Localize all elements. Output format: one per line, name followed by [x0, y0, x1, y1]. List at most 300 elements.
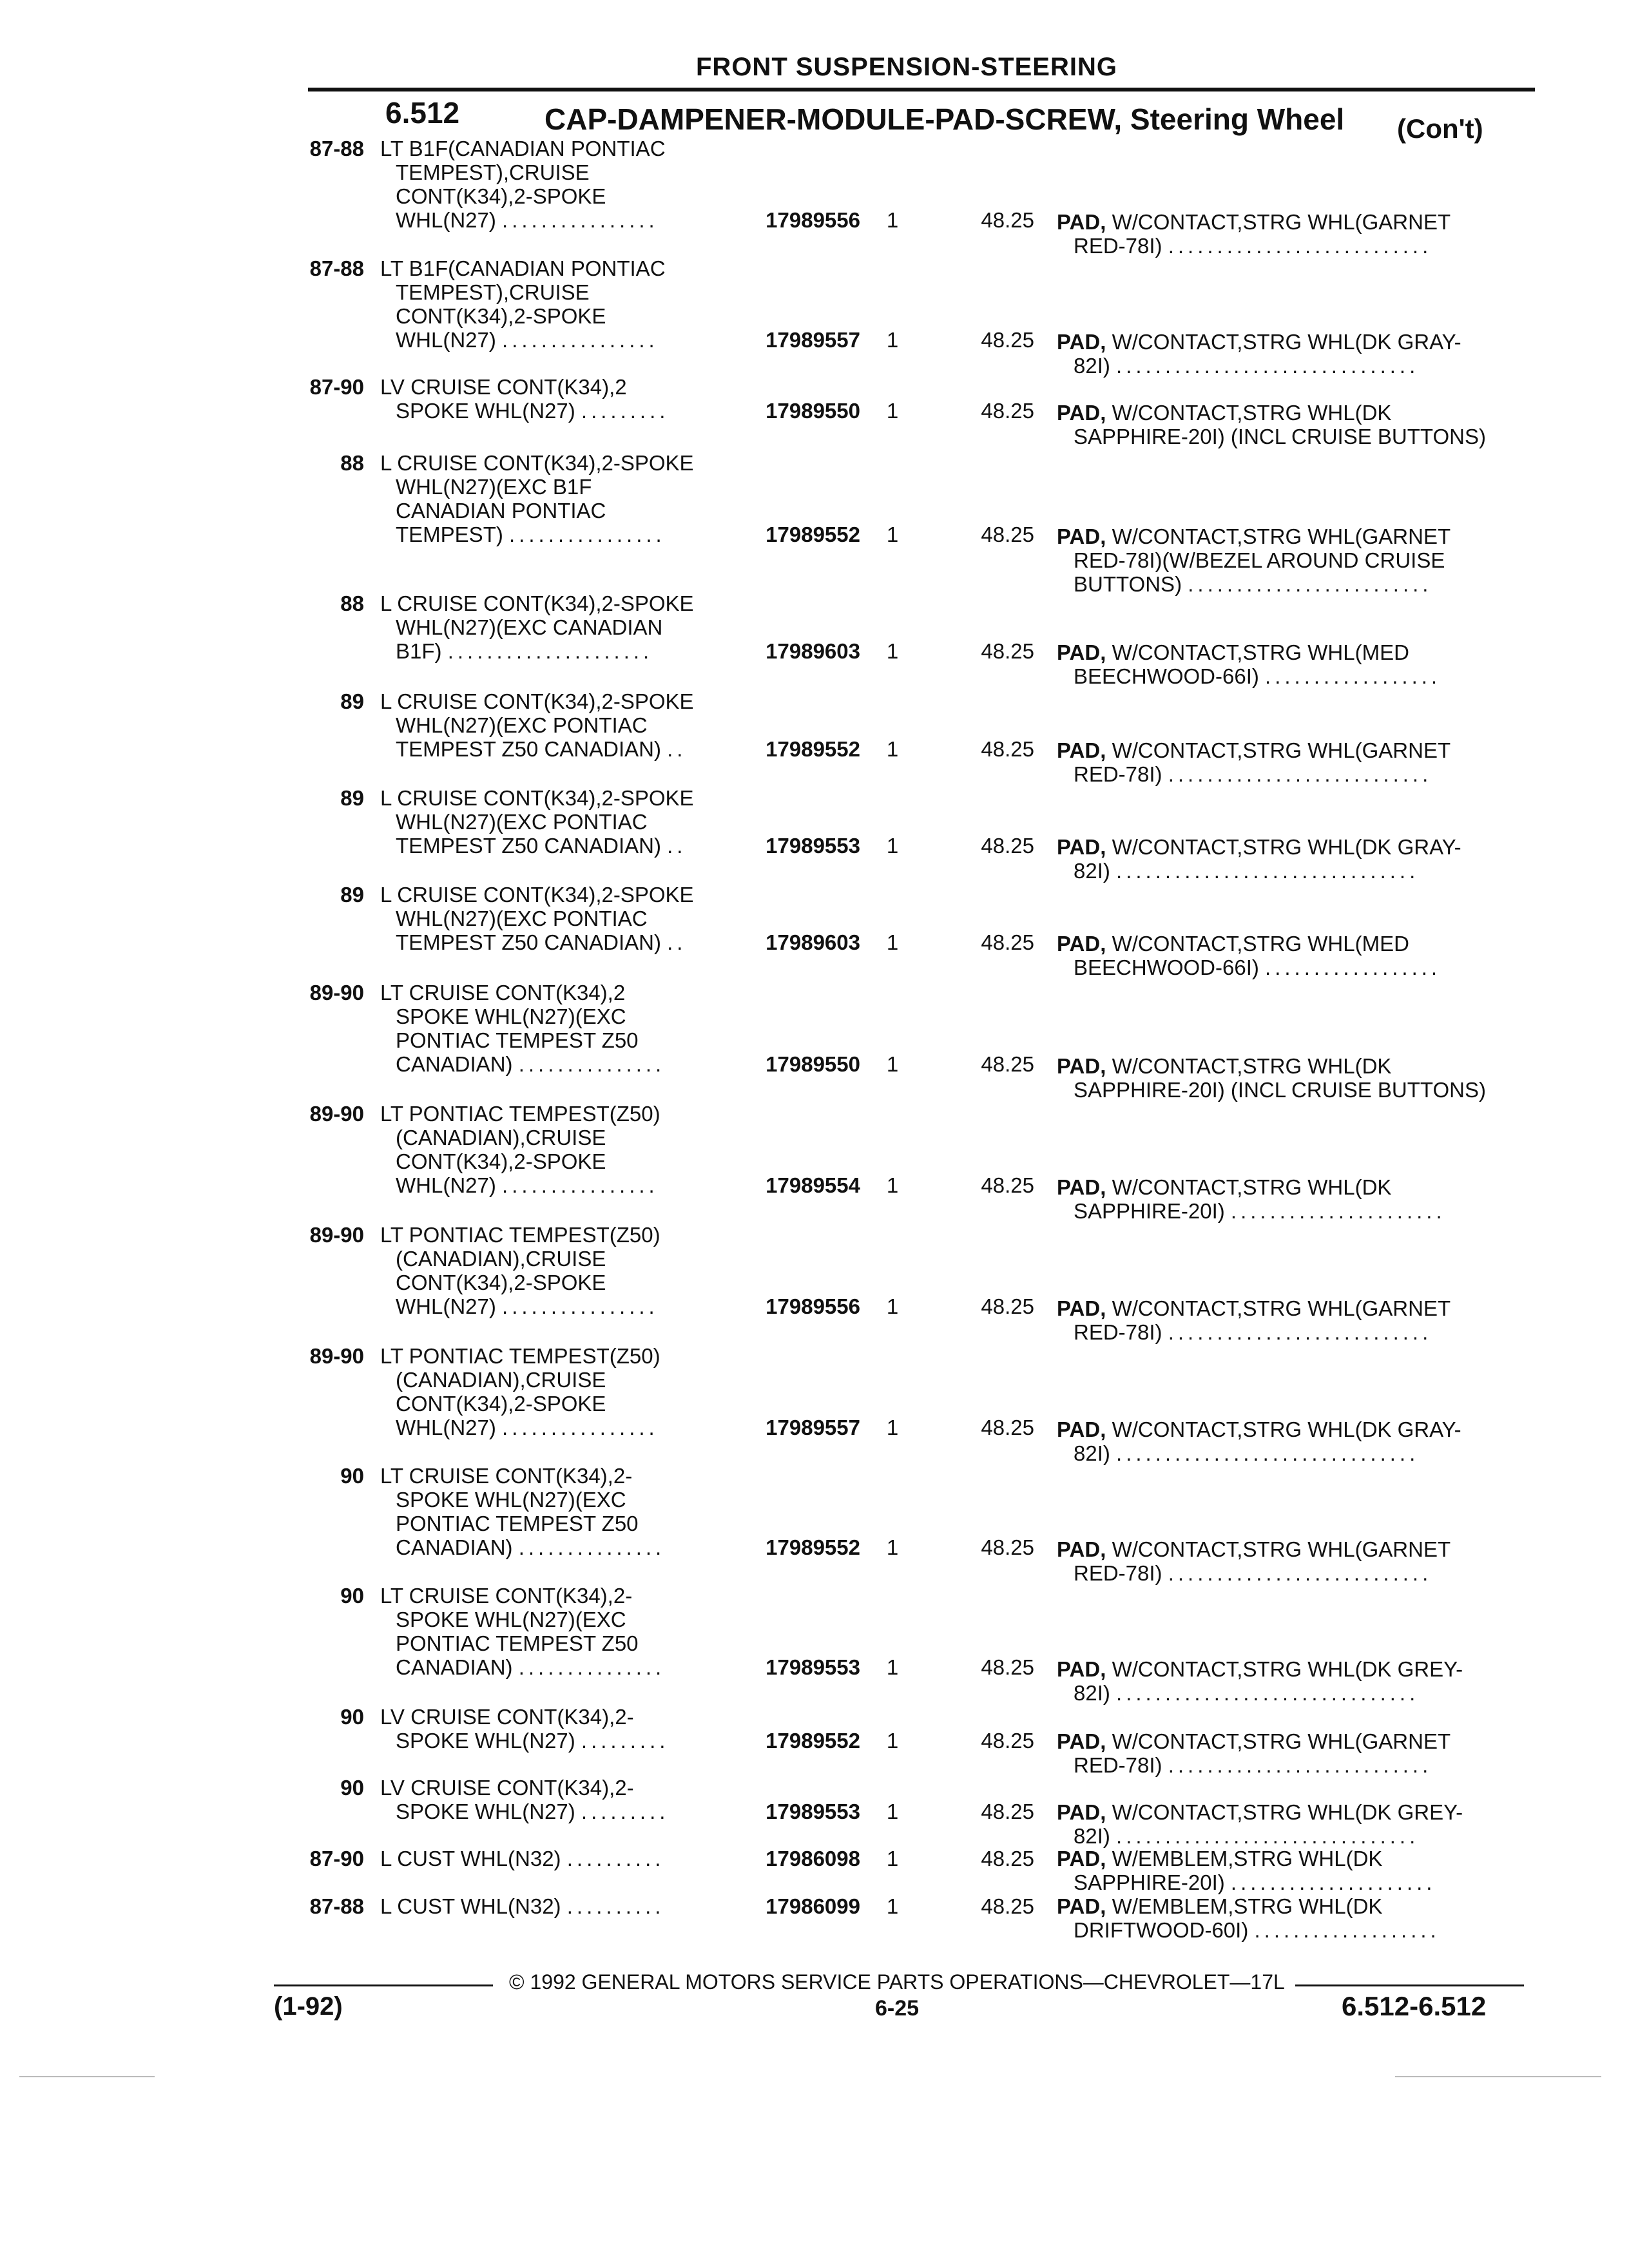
quantity: 1: [886, 834, 899, 858]
description-line: [380, 1729, 715, 1753]
description-line: [380, 737, 715, 761]
part-description: [1057, 1296, 1534, 1344]
application-description: [380, 1894, 715, 1918]
description-line: [380, 883, 715, 907]
leader-dots: .....................: [447, 639, 653, 663]
part-description-text: DRIFTWOOD-60I): [1074, 1918, 1249, 1942]
part-description-text: W/CONTACT,STRG WHL(DK GRAY-: [1112, 330, 1461, 354]
part-number: 17989603: [766, 930, 860, 954]
application-description: [380, 1776, 715, 1823]
model-year: 90: [340, 1464, 364, 1488]
part-description-line: [1057, 664, 1534, 688]
leader-dots: ...........................: [1168, 234, 1432, 258]
footer-date-code: (1-92): [274, 1992, 343, 2021]
part-type: PAD,: [1057, 1537, 1106, 1561]
part-description-text: SAPPHIRE-20I): [1074, 1870, 1225, 1894]
leader-dots: .........: [581, 1729, 670, 1753]
description-line: [380, 1705, 715, 1729]
part-description: [1057, 1800, 1534, 1848]
part-number: 17989557: [766, 1416, 860, 1439]
leader-dots: ...............................: [1116, 1441, 1420, 1465]
description-line: [380, 1102, 715, 1126]
part-number: 17989603: [766, 639, 860, 663]
quantity: 1: [886, 639, 899, 663]
part-description: [1057, 1657, 1534, 1705]
quantity: 1: [886, 399, 899, 423]
description-line: [380, 280, 715, 304]
part-description-text: W/CONTACT,STRG WHL(DK GRAY-: [1112, 835, 1461, 859]
description-text: LT B1F(CANADIAN PONTIAC: [380, 256, 666, 280]
part-number: 17989552: [766, 737, 860, 761]
scan-artifact-left: [19, 2076, 155, 2077]
quantity: 1: [886, 208, 899, 232]
model-year: 90: [340, 1584, 364, 1608]
price: 48.25: [981, 1173, 1034, 1197]
part-description-line: [1057, 956, 1534, 979]
leader-dots: ..: [667, 834, 687, 858]
part-description-text: BEECHWOOD-66I): [1074, 664, 1259, 688]
description-line: [380, 1847, 715, 1870]
model-year: 89: [340, 883, 364, 907]
description-line: [380, 981, 715, 1004]
description-text: WHL(N27)(EXC PONTIAC: [396, 907, 648, 930]
footer-section-range: 6.512-6.512: [1342, 1991, 1487, 2021]
description-text: CONT(K34),2-SPOKE: [396, 1149, 606, 1173]
part-type: PAD,: [1057, 1657, 1106, 1681]
model-year: 89: [340, 786, 364, 810]
description-text: TEMPEST),CRUISE: [396, 160, 590, 184]
part-description: [1057, 835, 1534, 883]
description-text: SPOKE WHL(N27): [396, 1729, 575, 1753]
leader-dots: ...............: [518, 1052, 666, 1076]
description-line: [380, 1344, 715, 1368]
quantity: 1: [886, 1294, 899, 1318]
description-line: [380, 1488, 715, 1512]
application-description: [380, 786, 715, 858]
part-type: PAD,: [1057, 835, 1106, 859]
description-text: LT PONTIAC TEMPEST(Z50): [380, 1344, 660, 1368]
page-section-title: FRONT SUSPENSION-STEERING: [696, 53, 1117, 81]
description-text: WHL(N27): [396, 1294, 496, 1318]
part-description: [1057, 640, 1534, 688]
price: 48.25: [981, 328, 1034, 352]
description-text: WHL(N27): [396, 328, 496, 352]
part-description-line: [1057, 1870, 1534, 1894]
price: 48.25: [981, 523, 1034, 546]
description-line: [380, 907, 715, 930]
part-description-text: 82I): [1074, 1681, 1110, 1705]
part-description-text: W/CONTACT,STRG WHL(GARNET: [1112, 1296, 1451, 1320]
part-type: PAD,: [1057, 932, 1106, 956]
application-description: [380, 256, 715, 352]
description-text: PONTIAC TEMPEST Z50: [396, 1631, 639, 1655]
part-description-line: [1057, 1054, 1534, 1078]
description-text: WHL(N27)(EXC B1F: [396, 475, 592, 499]
part-description-line: [1057, 1199, 1534, 1223]
part-description: [1057, 1847, 1534, 1894]
application-description: [380, 981, 715, 1076]
part-number: 17989552: [766, 1729, 860, 1753]
leader-dots: ..........: [566, 1894, 665, 1918]
description-text: TEMPEST Z50 CANADIAN): [396, 737, 661, 761]
leader-dots: ..: [667, 737, 687, 761]
part-type: PAD,: [1057, 1054, 1106, 1078]
description-text: PONTIAC TEMPEST Z50: [396, 1028, 639, 1052]
price: 48.25: [981, 930, 1034, 954]
quantity: 1: [886, 1535, 899, 1559]
leader-dots: ...........................: [1168, 1753, 1432, 1777]
part-type: PAD,: [1057, 640, 1106, 664]
leader-dots: ................: [502, 1173, 659, 1197]
description-text: LT CRUISE CONT(K34),2-: [380, 1584, 633, 1608]
description-text: CONT(K34),2-SPOKE: [396, 1392, 606, 1416]
part-number: 17989550: [766, 399, 860, 423]
part-type: PAD,: [1057, 210, 1106, 234]
description-text: WHL(N27): [396, 208, 496, 232]
description-line: [380, 1416, 715, 1439]
part-description-text: W/CONTACT,STRG WHL(GARNET: [1112, 738, 1451, 762]
part-description-line: [1057, 354, 1534, 378]
part-description-text: W/CONTACT,STRG WHL(MED: [1112, 640, 1409, 664]
leader-dots: ...............: [518, 1535, 666, 1559]
description-line: [380, 399, 715, 423]
description-line: [380, 1247, 715, 1271]
quantity: 1: [886, 1655, 899, 1679]
part-description-text: W/CONTACT,STRG WHL(DK GRAY-: [1112, 1418, 1461, 1441]
description-text: TEMPEST): [396, 523, 503, 546]
application-description: [380, 591, 715, 663]
part-description-text: SAPPHIRE-20I): [1074, 1199, 1225, 1223]
part-description-line: [1057, 1657, 1534, 1681]
part-description-text: W/CONTACT,STRG WHL(DK: [1112, 401, 1392, 425]
part-description: [1057, 1418, 1534, 1465]
part-description-text: W/CONTACT,STRG WHL(GARNET: [1112, 1729, 1451, 1753]
description-text: CANADIAN PONTIAC: [396, 499, 606, 523]
model-year: 89-90: [309, 1344, 364, 1368]
part-description-line: [1057, 210, 1534, 234]
model-year: 87-88: [309, 1894, 364, 1918]
part-description-line: [1057, 1175, 1534, 1199]
part-description: [1057, 738, 1534, 786]
part-type: PAD,: [1057, 1894, 1106, 1918]
leader-dots: ................: [509, 523, 666, 546]
part-description-line: [1057, 1561, 1534, 1585]
application-description: [380, 137, 715, 232]
part-description-line: [1057, 1320, 1534, 1344]
leader-dots: ..: [667, 930, 687, 954]
description-line: [380, 523, 715, 546]
part-description-text: W/CONTACT,STRG WHL(DK: [1112, 1054, 1392, 1078]
description-text: (CANADIAN),CRUISE: [396, 1247, 606, 1271]
leader-dots: ..........: [566, 1847, 665, 1870]
part-number: 17989550: [766, 1052, 860, 1076]
price: 48.25: [981, 1535, 1034, 1559]
quantity: 1: [886, 1729, 899, 1753]
part-number: 17989556: [766, 1294, 860, 1318]
part-description-line: [1057, 1078, 1534, 1102]
price: 48.25: [981, 737, 1034, 761]
application-description: [380, 1464, 715, 1559]
leader-dots: ..................: [1265, 664, 1441, 688]
description-text: L CRUISE CONT(K34),2-SPOKE: [380, 883, 694, 907]
part-description-text: 82I): [1074, 859, 1110, 883]
description-text: WHL(N27): [396, 1416, 496, 1439]
description-text: CANADIAN): [396, 1052, 513, 1076]
description-line: [380, 1028, 715, 1052]
model-year: 88: [340, 451, 364, 475]
application-description: [380, 1847, 715, 1870]
part-description-line: [1057, 548, 1534, 572]
leader-dots: .........: [581, 1800, 670, 1823]
quantity: 1: [886, 328, 899, 352]
footer-page-number: 6-25: [875, 1996, 920, 2021]
footer-rule-left: [274, 1984, 493, 1986]
part-description-line: [1057, 1753, 1534, 1777]
price: 48.25: [981, 1729, 1034, 1753]
application-description: [380, 1223, 715, 1318]
footer-rule-right: [1295, 1984, 1524, 1986]
model-year: 89-90: [309, 1102, 364, 1126]
description-text: LT PONTIAC TEMPEST(Z50): [380, 1102, 660, 1126]
quantity: 1: [886, 1800, 899, 1823]
description-line: [380, 1608, 715, 1631]
part-description-line: [1057, 738, 1534, 762]
description-line: [380, 1631, 715, 1655]
leader-dots: .........: [581, 399, 670, 423]
leader-dots: ...........................: [1168, 1561, 1432, 1585]
part-description-text: W/CONTACT,STRG WHL(DK: [1112, 1175, 1392, 1199]
part-description-text: W/CONTACT,STRG WHL(GARNET: [1112, 1537, 1451, 1561]
description-line: [380, 1655, 715, 1679]
description-line: [380, 1294, 715, 1318]
model-year: 89: [340, 689, 364, 713]
description-text: WHL(N27)(EXC PONTIAC: [396, 810, 648, 834]
description-line: [380, 810, 715, 834]
description-line: [380, 1776, 715, 1800]
leader-dots: ..................: [1265, 956, 1441, 979]
part-description-text: W/CONTACT,STRG WHL(GARNET: [1112, 524, 1451, 548]
application-description: [380, 1344, 715, 1439]
part-type: PAD,: [1057, 738, 1106, 762]
part-type: PAD,: [1057, 330, 1106, 354]
description-text: LV CRUISE CONT(K34),2-: [380, 1705, 634, 1729]
price: 48.25: [981, 1894, 1034, 1918]
quantity: 1: [886, 1416, 899, 1439]
description-text: (CANADIAN),CRUISE: [396, 1368, 606, 1392]
description-text: L CRUISE CONT(K34),2-SPOKE: [380, 786, 694, 810]
description-text: L CUST WHL(N32): [380, 1894, 561, 1918]
part-description-text: RED-78I): [1074, 1753, 1162, 1777]
price: 48.25: [981, 834, 1034, 858]
leader-dots: ...........................: [1168, 762, 1432, 786]
description-line: [380, 1800, 715, 1823]
description-line: [380, 328, 715, 352]
model-year: 88: [340, 591, 364, 615]
description-line: [380, 1535, 715, 1559]
part-description-line: [1057, 835, 1534, 859]
leader-dots: .....................: [1230, 1870, 1436, 1894]
application-description: [380, 375, 715, 423]
leader-dots: ...............: [518, 1655, 666, 1679]
part-description-line: [1057, 1681, 1534, 1705]
part-description: [1057, 1175, 1534, 1223]
scan-artifact-right: [1395, 2076, 1601, 2077]
description-text: TEMPEST Z50 CANADIAN): [396, 930, 661, 954]
description-line: [380, 1126, 715, 1149]
description-line: [380, 1584, 715, 1608]
description-line: [380, 475, 715, 499]
part-description-line: [1057, 572, 1534, 596]
description-text: L CUST WHL(N32): [380, 1847, 561, 1870]
leader-dots: .........................: [1188, 572, 1432, 596]
description-text: PONTIAC TEMPEST Z50: [396, 1512, 639, 1535]
part-number: 17989552: [766, 1535, 860, 1559]
application-description: [380, 451, 715, 546]
part-description-line: [1057, 1418, 1534, 1441]
application-description: [380, 1584, 715, 1679]
application-description: [380, 883, 715, 954]
description-line: [380, 1004, 715, 1028]
price: 48.25: [981, 1416, 1034, 1439]
leader-dots: ................: [502, 208, 659, 232]
description-text: LV CRUISE CONT(K34),2-: [380, 1776, 634, 1800]
description-line: [380, 304, 715, 328]
item-number: 6.512: [385, 96, 460, 130]
continued-label: (Con't): [1397, 113, 1483, 144]
footer-copyright: © 1992 GENERAL MOTORS SERVICE PARTS OPERATIONS—CHEVROLET—17L: [509, 1970, 1285, 1994]
part-description-text: SAPPHIRE-20I) (INCL CRUISE BUTTONS): [1074, 425, 1486, 448]
part-description-line: [1057, 859, 1534, 883]
application-description: [380, 689, 715, 761]
description-line: [380, 1223, 715, 1247]
price: 48.25: [981, 1655, 1034, 1679]
model-year: 87-88: [309, 137, 364, 160]
description-text: CANADIAN): [396, 1655, 513, 1679]
price: 48.25: [981, 1847, 1034, 1870]
part-description-line: [1057, 524, 1534, 548]
description-line: [380, 1512, 715, 1535]
description-line: [380, 1464, 715, 1488]
part-description-line: [1057, 1800, 1534, 1824]
description-line: [380, 160, 715, 184]
part-description-text: W/CONTACT,STRG WHL(MED: [1112, 932, 1409, 956]
model-year: 89-90: [309, 1223, 364, 1247]
description-line: [380, 930, 715, 954]
item-title: CAP-DAMPENER-MODULE-PAD-SCREW, Steering Wheel: [545, 102, 1345, 136]
description-line: [380, 615, 715, 639]
part-description-text: W/CONTACT,STRG WHL(GARNET: [1112, 210, 1451, 234]
description-text: LV CRUISE CONT(K34),2: [380, 375, 627, 399]
part-description-line: [1057, 1441, 1534, 1465]
part-number: 17989552: [766, 523, 860, 546]
quantity: 1: [886, 1052, 899, 1076]
description-text: LT B1F(CANADIAN PONTIAC: [380, 137, 666, 160]
quantity: 1: [886, 523, 899, 546]
price: 48.25: [981, 208, 1034, 232]
part-description-line: [1057, 1537, 1534, 1561]
part-description-line: [1057, 1847, 1534, 1870]
description-text: SPOKE WHL(N27)(EXC: [396, 1004, 626, 1028]
quantity: 1: [886, 930, 899, 954]
description-text: B1F): [396, 639, 442, 663]
part-description-text: BEECHWOOD-66I): [1074, 956, 1259, 979]
model-year: 87-90: [309, 1847, 364, 1870]
description-line: [380, 208, 715, 232]
description-text: LT CRUISE CONT(K34),2: [380, 981, 626, 1004]
application-description: [380, 1705, 715, 1753]
part-description-line: [1057, 1918, 1534, 1942]
description-line: [380, 834, 715, 858]
description-line: [380, 591, 715, 615]
description-line: [380, 1173, 715, 1197]
part-description: [1057, 932, 1534, 979]
part-type: PAD,: [1057, 1847, 1106, 1870]
part-description: [1057, 1054, 1534, 1102]
part-type: PAD,: [1057, 1800, 1106, 1824]
part-description-text: W/CONTACT,STRG WHL(DK GREY-: [1112, 1800, 1463, 1824]
part-description: [1057, 524, 1534, 596]
part-description-text: 82I): [1074, 1824, 1110, 1848]
model-year: 90: [340, 1776, 364, 1800]
part-description-text: W/CONTACT,STRG WHL(DK GREY-: [1112, 1657, 1463, 1681]
description-text: L CRUISE CONT(K34),2-SPOKE: [380, 451, 694, 475]
model-year: 87-88: [309, 256, 364, 280]
leader-dots: ...................: [1254, 1918, 1440, 1942]
leader-dots: ...............................: [1116, 354, 1420, 378]
description-text: L CRUISE CONT(K34),2-SPOKE: [380, 591, 694, 615]
part-description: [1057, 1537, 1534, 1585]
description-line: [380, 1894, 715, 1918]
description-text: SPOKE WHL(N27)(EXC: [396, 1488, 626, 1512]
description-text: LT CRUISE CONT(K34),2-: [380, 1464, 633, 1488]
price: 48.25: [981, 1294, 1034, 1318]
part-type: PAD,: [1057, 401, 1106, 425]
description-line: [380, 184, 715, 208]
model-year: 90: [340, 1705, 364, 1729]
part-description-line: [1057, 1824, 1534, 1848]
description-text: CONT(K34),2-SPOKE: [396, 184, 606, 208]
part-description-line: [1057, 401, 1534, 425]
description-line: [380, 137, 715, 160]
description-text: CONT(K34),2-SPOKE: [396, 304, 606, 328]
leader-dots: ...............................: [1116, 859, 1420, 883]
part-description-text: W/EMBLEM,STRG WHL(DK: [1112, 1894, 1383, 1918]
model-year: 87-90: [309, 375, 364, 399]
application-description: [380, 1102, 715, 1197]
description-line: [380, 499, 715, 523]
price: 48.25: [981, 1052, 1034, 1076]
quantity: 1: [886, 1173, 899, 1197]
price: 48.25: [981, 639, 1034, 663]
part-type: PAD,: [1057, 1175, 1106, 1199]
part-number: 17989553: [766, 834, 860, 858]
description-line: [380, 713, 715, 737]
part-number: 17989554: [766, 1173, 860, 1197]
leader-dots: ...............................: [1116, 1681, 1420, 1705]
description-line: [380, 1052, 715, 1076]
part-type: PAD,: [1057, 1418, 1106, 1441]
description-line: [380, 786, 715, 810]
description-line: [380, 689, 715, 713]
part-description-text: SAPPHIRE-20I) (INCL CRUISE BUTTONS): [1074, 1078, 1486, 1102]
part-number: 17989553: [766, 1800, 860, 1823]
part-description-line: [1057, 932, 1534, 956]
part-description-line: [1057, 1894, 1534, 1918]
part-description-line: [1057, 425, 1534, 448]
part-description: [1057, 1729, 1534, 1777]
model-year: 89-90: [309, 981, 364, 1004]
part-description: [1057, 330, 1534, 378]
